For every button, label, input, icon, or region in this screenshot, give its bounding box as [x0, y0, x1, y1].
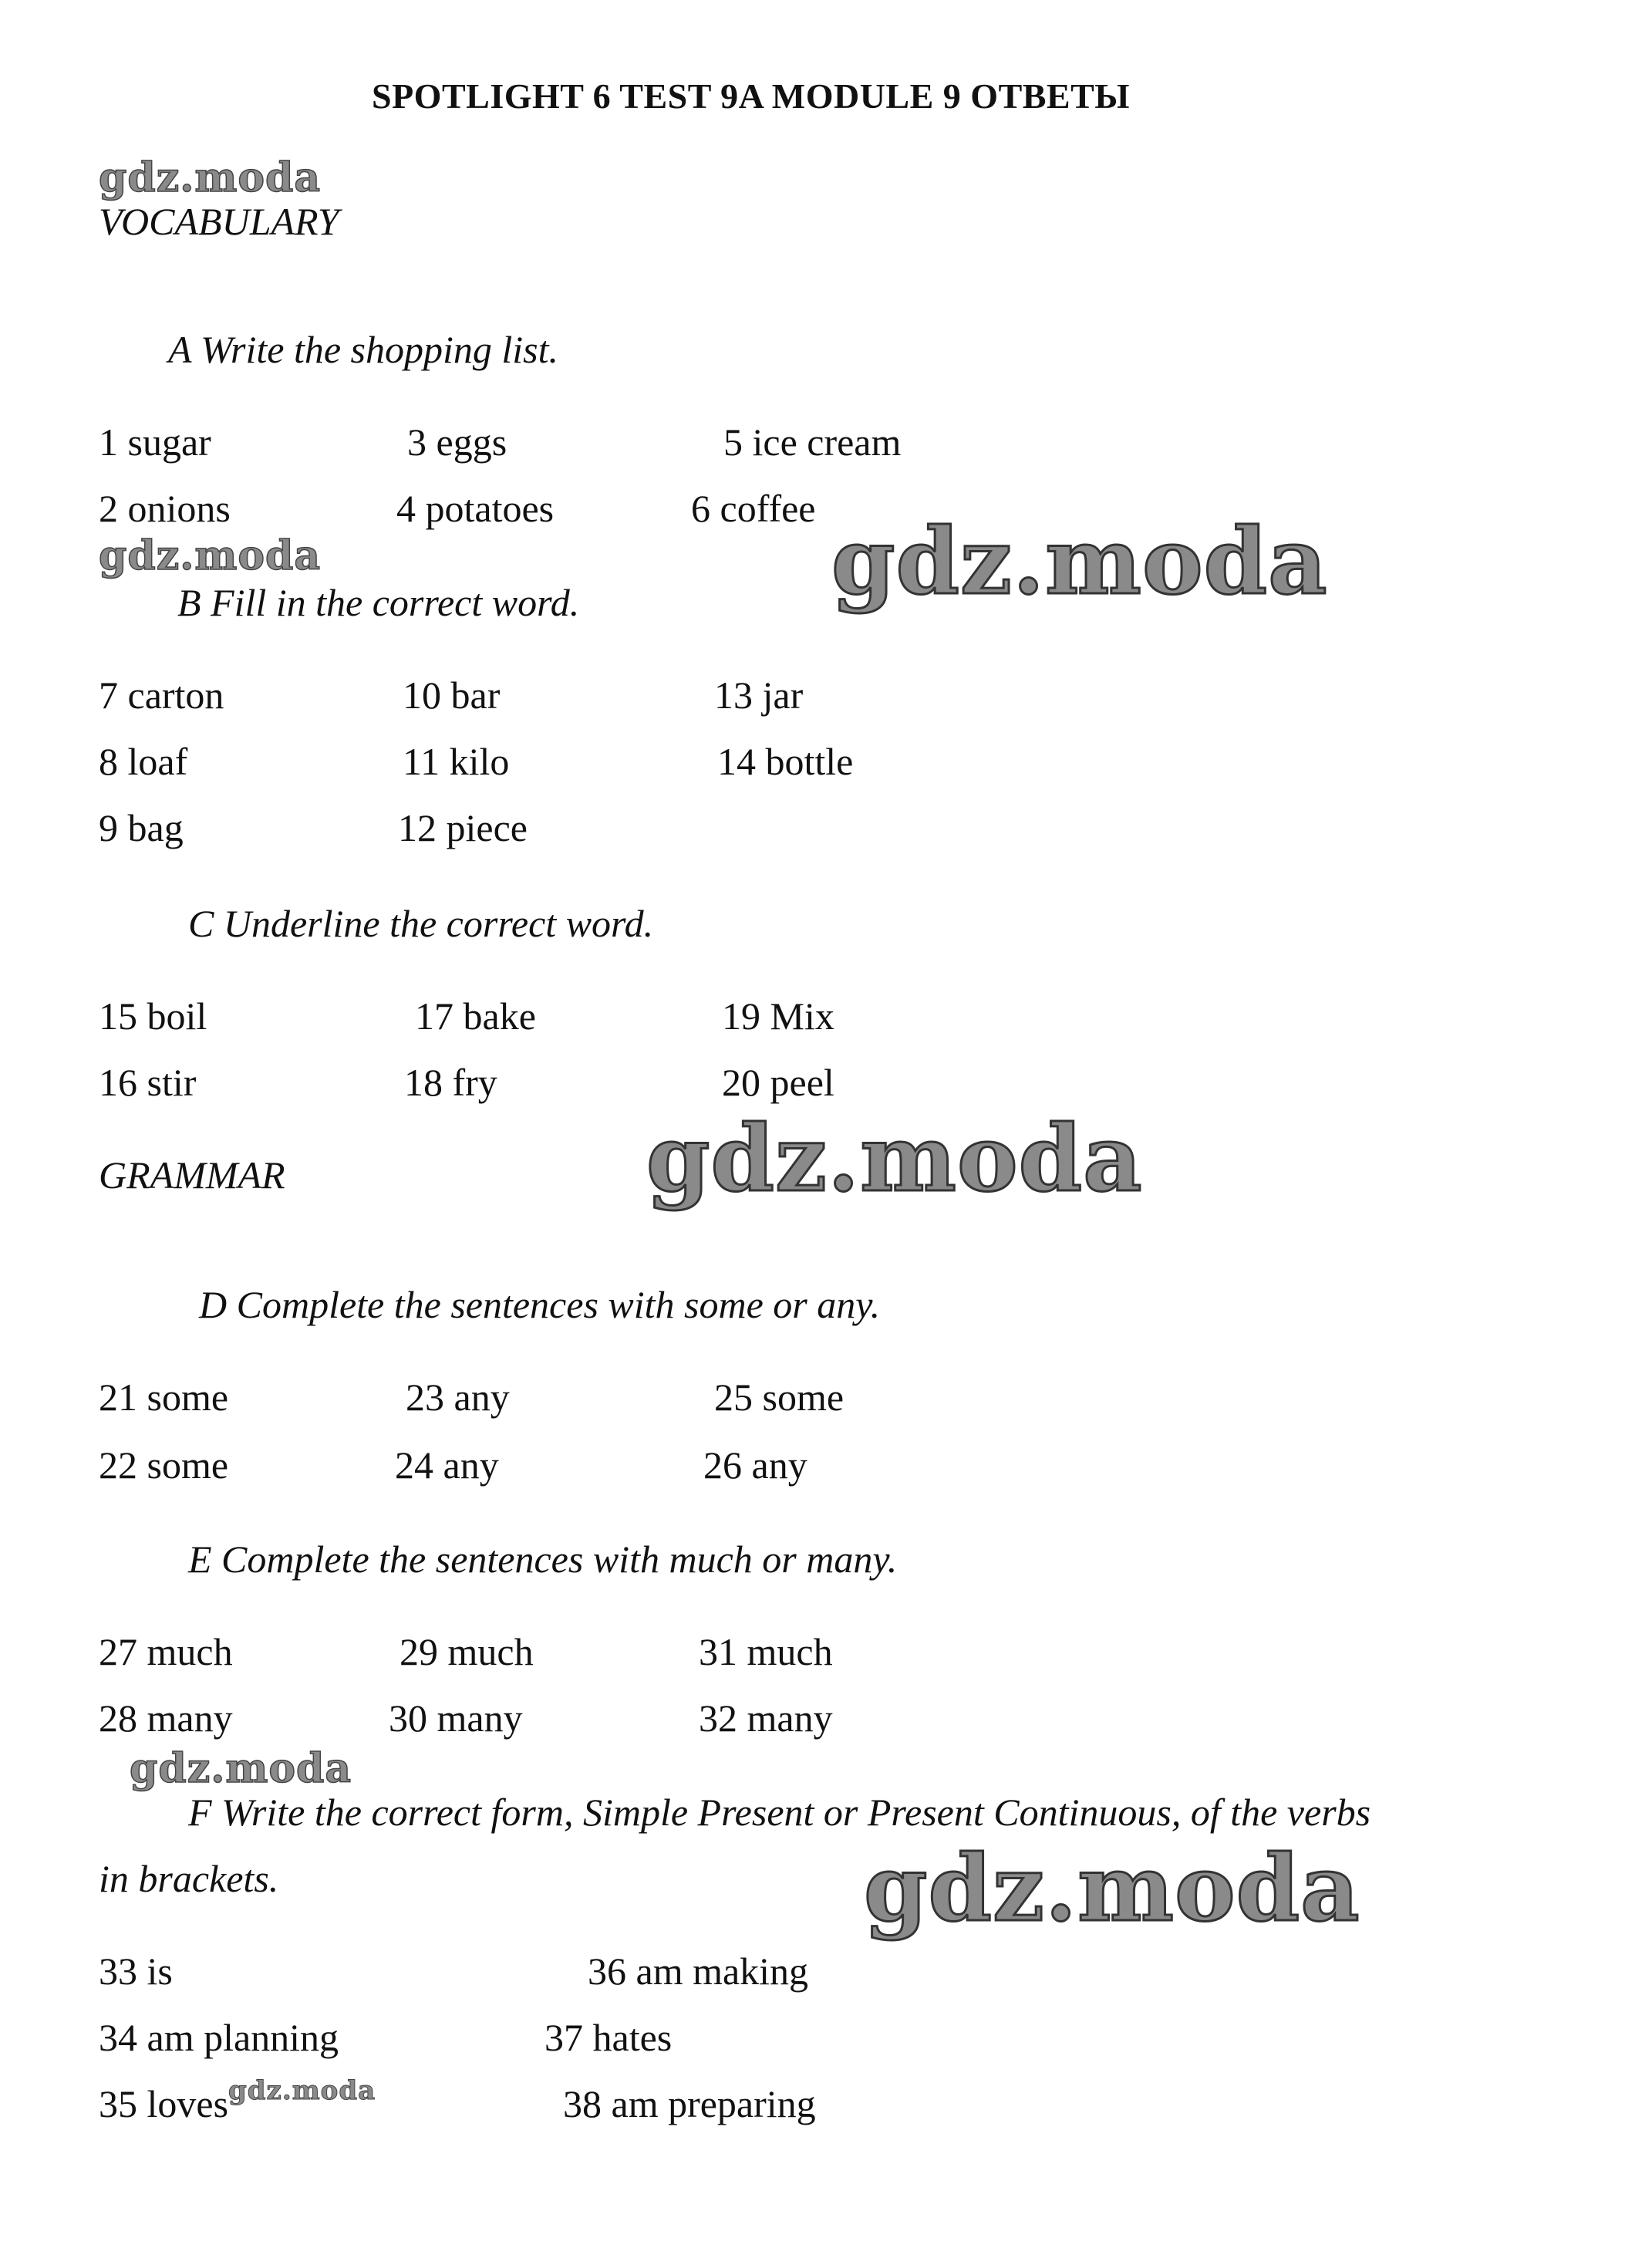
vocabulary-heading: VOCABULARY	[99, 200, 339, 243]
answer: 9 bag	[99, 806, 184, 849]
answer: 36 am making	[588, 1949, 809, 1993]
answer: 38 am preparing	[563, 2082, 816, 2125]
answer: 23 any	[406, 1376, 510, 1419]
answer: 11 kilo	[403, 740, 510, 783]
answer: 28 many	[99, 1696, 233, 1740]
watermark-logo: gdz.moda	[99, 532, 322, 579]
answer: 24 any	[395, 1443, 499, 1487]
answer: 37 hates	[544, 2016, 673, 2059]
answer: 19 Mix	[722, 994, 834, 1038]
answer: 29 much	[400, 1630, 534, 1673]
grammar-heading: GRAMMAR	[99, 1153, 285, 1197]
answer: 3 eggs	[407, 420, 507, 464]
answer: 10 bar	[403, 673, 501, 717]
answer: 12 piece	[398, 806, 528, 849]
watermark-logo: gdz.moda	[864, 1835, 1360, 1942]
section-e-instruction: E Complete the sentences with much or many.	[188, 1538, 898, 1581]
section-f-instruction-cont: in brackets.	[99, 1857, 279, 1900]
answer: 32 many	[699, 1696, 833, 1740]
answer: 30 many	[389, 1696, 523, 1740]
answer: 15 boil	[99, 994, 207, 1038]
answer: 22 some	[99, 1443, 229, 1487]
answer: 31 much	[699, 1630, 833, 1673]
answer: 26 any	[703, 1443, 807, 1487]
answer: 13 jar	[714, 673, 804, 717]
answer: 20 peel	[722, 1061, 834, 1104]
answer: 1 sugar	[99, 420, 211, 464]
answer: 16 stir	[99, 1061, 197, 1104]
answer: 33 is	[99, 1949, 173, 1993]
answer: 7 carton	[99, 673, 224, 717]
answer: 25 some	[714, 1376, 845, 1419]
watermark-logo: gdz.moda	[228, 2075, 376, 2106]
answer: 6 coffee	[691, 487, 816, 530]
answer: 35 loves	[99, 2082, 229, 2125]
section-d-instruction: D Complete the sentences with some or any.	[199, 1283, 881, 1326]
answer: 5 ice cream	[723, 420, 902, 464]
watermark-logo: gdz.moda	[831, 508, 1328, 615]
section-a-instruction: A Write the shopping list.	[168, 328, 559, 371]
answer: 21 some	[99, 1376, 229, 1419]
answer: 27 much	[99, 1630, 233, 1673]
page-title: SPOTLIGHT 6 TEST 9A MODULE 9 ОТВЕТЫ	[372, 76, 1130, 116]
answer: 18 fry	[404, 1061, 497, 1104]
section-c-instruction: C Underline the correct word.	[188, 902, 654, 945]
watermark-logo: gdz.moda	[646, 1105, 1143, 1212]
answer: 14 bottle	[717, 740, 854, 783]
section-b-instruction: B Fill in the correct word.	[177, 581, 580, 624]
answer: 17 bake	[415, 994, 536, 1038]
answer: 4 potatoes	[396, 487, 555, 530]
answer: 8 loaf	[99, 740, 188, 783]
watermark-logo: gdz.moda	[130, 1745, 352, 1792]
watermark-logo: gdz.moda	[99, 154, 322, 201]
answer: 2 onions	[99, 487, 231, 530]
section-f-instruction: F Write the correct form, Simple Present or Present Continuous, of the verbs	[188, 1791, 1371, 1834]
answer: 34 am planning	[99, 2016, 339, 2059]
